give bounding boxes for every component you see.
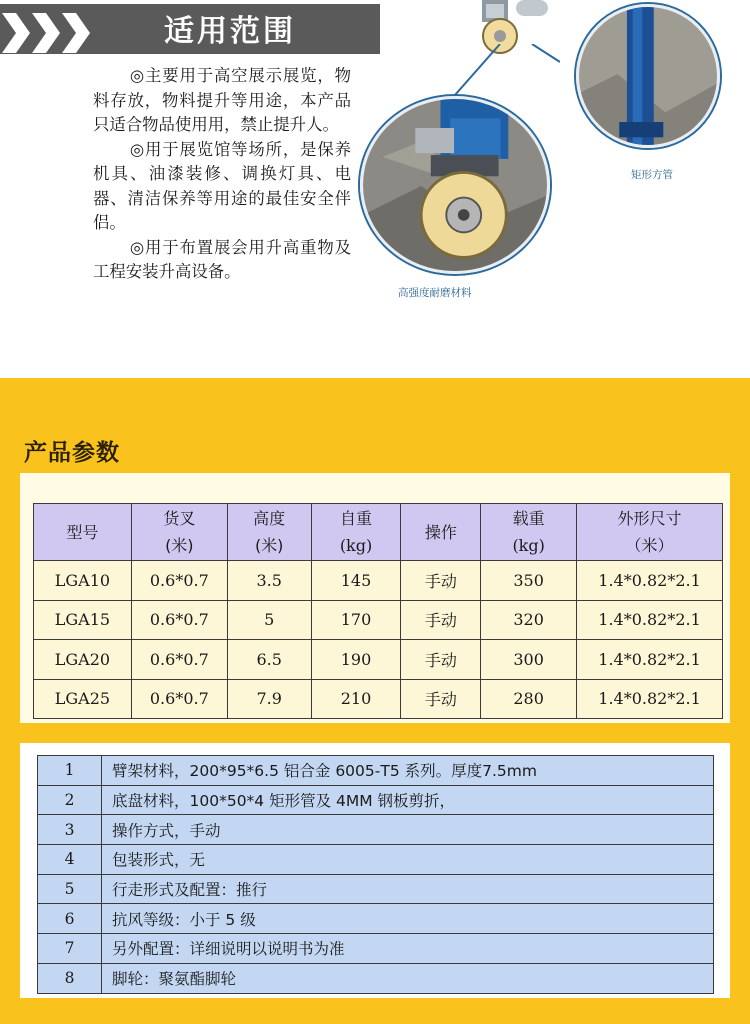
- cell-weight: 170: [311, 600, 401, 640]
- cell-load: 350: [481, 561, 577, 601]
- spec-row: [38, 904, 714, 934]
- spec-text: 臂架材料，200*95*6.5 铝合金 6005-T5 系列。厚度7.5mm: [102, 756, 714, 786]
- cell-dimensions: 1.4*0.82*2.1: [577, 640, 723, 680]
- spec-text: 脚轮：聚氨酯脚轮: [102, 963, 714, 993]
- usage-paragraph: ◎用于展览馆等场所，是保养机具、油漆装修、调换灯具、电器、清洁保养等用途的最佳安全伴侣。: [93, 139, 351, 232]
- spec-row: [38, 934, 714, 964]
- cell-operation: 手动: [401, 600, 481, 640]
- tube-detail-photo: [576, 4, 720, 148]
- spec-row: [38, 785, 714, 815]
- cell-fork: 0.6*0.7: [131, 600, 227, 640]
- spec-text: 抗风等级：小于 5 级: [102, 904, 714, 934]
- specs-panel: [20, 743, 730, 998]
- spec-number: 4: [38, 845, 102, 875]
- cell-height: 3.5: [227, 561, 311, 601]
- spec-number: 3: [38, 815, 102, 845]
- params-header-row: [34, 504, 723, 561]
- params-panel: [20, 473, 730, 723]
- cell-fork: 0.6*0.7: [131, 640, 227, 680]
- spec-text: 底盘材料，100*50*4 矩形管及 4MM 钢板剪折，: [102, 785, 714, 815]
- spec-row: [38, 756, 714, 786]
- cell-weight: 145: [311, 561, 401, 601]
- chevron-arrows-icon: [2, 13, 94, 53]
- cell-operation: 手动: [401, 679, 481, 719]
- spec-number: 7: [38, 934, 102, 964]
- spec-text: 操作方式，手动: [102, 815, 714, 845]
- wheel-detail-photo: [360, 96, 550, 274]
- specs-table: [37, 755, 714, 994]
- header-height: 高度 (米): [227, 504, 311, 561]
- cell-height: 6.5: [227, 640, 311, 680]
- spec-row: [38, 963, 714, 993]
- usage-description: [93, 64, 351, 285]
- spec-row: [38, 815, 714, 845]
- spec-row: [38, 845, 714, 875]
- header-model: 型号: [34, 504, 132, 561]
- cell-load: 300: [481, 640, 577, 680]
- cell-operation: 手动: [401, 561, 481, 601]
- cell-load: 320: [481, 600, 577, 640]
- usage-title: 适用范围: [164, 14, 296, 49]
- table-row: [34, 679, 723, 719]
- spec-text: 包装形式，无: [102, 845, 714, 875]
- section-header-band: [0, 4, 380, 54]
- table-row: [34, 600, 723, 640]
- cell-dimensions: 1.4*0.82*2.1: [577, 679, 723, 719]
- cell-operation: 手动: [401, 640, 481, 680]
- cell-model: LGA10: [34, 561, 132, 601]
- cell-model: LGA25: [34, 679, 132, 719]
- params-table: [33, 503, 723, 719]
- cell-model: LGA20: [34, 640, 132, 680]
- wheel-caption: 高强度耐磨材料: [398, 287, 472, 299]
- params-section: [0, 378, 750, 1024]
- spec-number: 6: [38, 904, 102, 934]
- header-dimensions: 外形尺寸 （米）: [577, 504, 723, 561]
- spec-number: 1: [38, 756, 102, 786]
- usage-paragraph: ◎用于布置展会用升高重物及工程安装升高设备。: [93, 237, 351, 281]
- cell-weight: 190: [311, 640, 401, 680]
- cell-model: LGA15: [34, 600, 132, 640]
- spec-number: 2: [38, 785, 102, 815]
- usage-paragraph: ◎主要用于高空展示展览，物料存放，物料提升等用途，本产品只适合物品使用用，禁止提升人。: [93, 66, 351, 134]
- params-title: 产品参数: [24, 440, 120, 466]
- table-row: [34, 561, 723, 601]
- header-operation: 操作: [401, 504, 481, 561]
- cell-dimensions: 1.4*0.82*2.1: [577, 600, 723, 640]
- header-fork: 货叉 (米): [131, 504, 227, 561]
- cell-fork: 0.6*0.7: [131, 679, 227, 719]
- header-weight: 自重 (kg): [311, 504, 401, 561]
- cell-dimensions: 1.4*0.82*2.1: [577, 561, 723, 601]
- table-row: [34, 640, 723, 680]
- usage-section: [0, 0, 750, 378]
- cell-load: 280: [481, 679, 577, 719]
- tube-caption: 矩形方管: [631, 169, 673, 181]
- spec-text: 行走形式及配置：推行: [102, 874, 714, 904]
- spec-number: 5: [38, 874, 102, 904]
- cell-height: 7.9: [227, 679, 311, 719]
- spec-text: 另外配置：详细说明以说明书为准: [102, 934, 714, 964]
- spec-number: 8: [38, 963, 102, 993]
- cell-height: 5: [227, 600, 311, 640]
- spec-row: [38, 874, 714, 904]
- header-load: 载重 (kg): [481, 504, 577, 561]
- cell-weight: 210: [311, 679, 401, 719]
- cell-fork: 0.6*0.7: [131, 561, 227, 601]
